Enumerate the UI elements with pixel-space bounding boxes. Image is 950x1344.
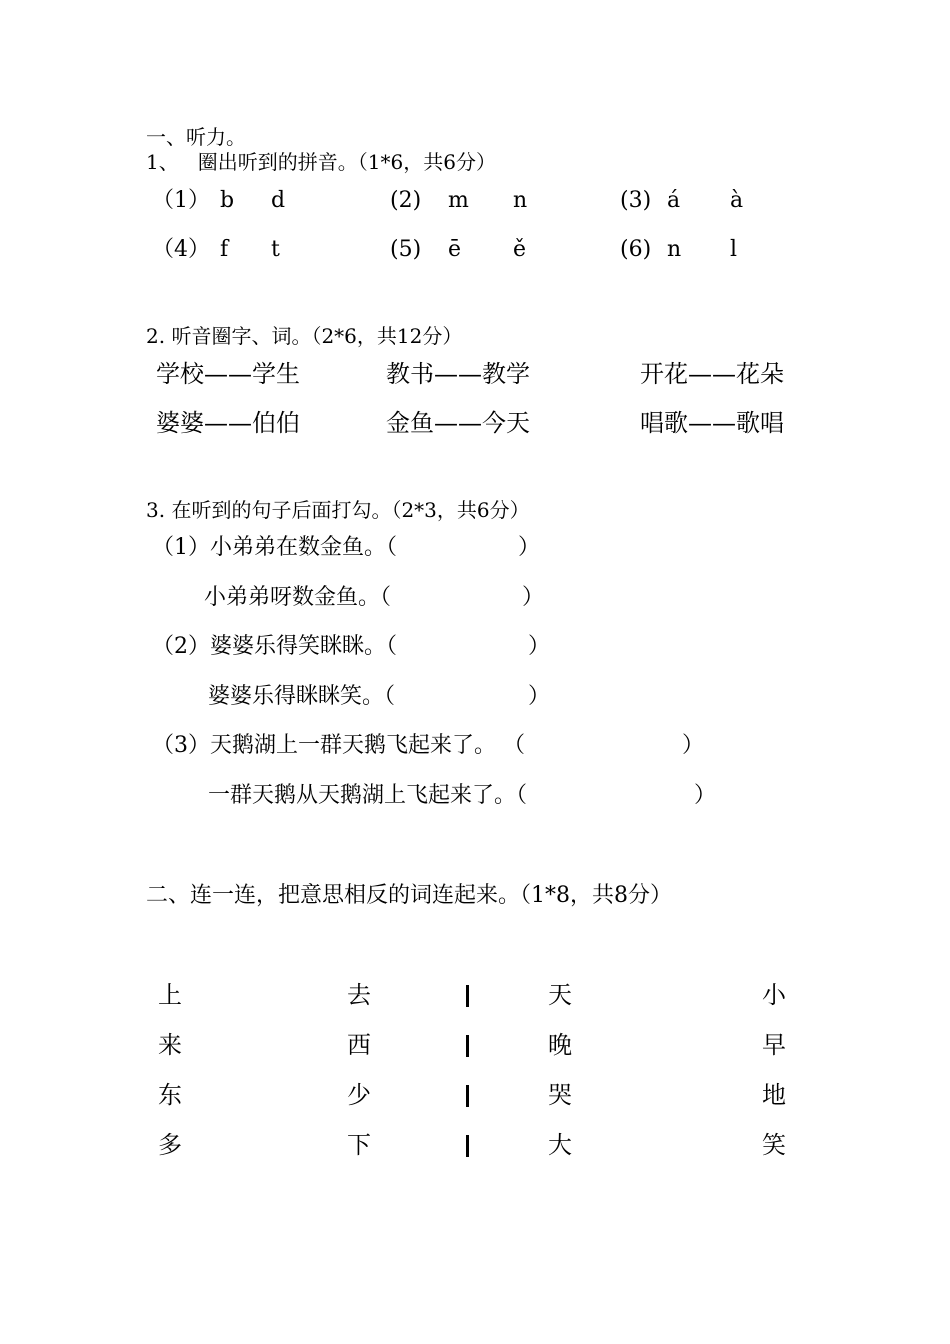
match-word[interactable]: 小 xyxy=(762,981,786,1009)
question-3-title: 3. 在听到的句子后面打勾。（2*3，共6分） xyxy=(146,498,530,522)
q1-option[interactable]: à xyxy=(730,188,744,213)
column-divider xyxy=(466,985,469,1007)
q3-answer-paren-close[interactable]: ） xyxy=(682,733,705,758)
match-word[interactable]: 天 xyxy=(548,981,572,1009)
section-heading-listening: 一、听力。 xyxy=(146,125,246,149)
match-word[interactable]: 下 xyxy=(347,1131,371,1159)
q1-item-number: (2) xyxy=(390,188,422,213)
q3-sentence: 小弟弟呀数金鱼。（ xyxy=(204,585,392,610)
q1-option[interactable]: ē xyxy=(448,237,462,262)
match-word[interactable]: 少 xyxy=(347,1081,371,1109)
q3-sentence: 一群天鹅从天鹅湖上飞起来了。（ xyxy=(208,783,528,808)
match-word[interactable]: 上 xyxy=(158,981,182,1009)
q1-option[interactable]: d xyxy=(271,188,286,213)
q1-item-number: （1） xyxy=(152,188,210,213)
q2-word-pair[interactable]: 教书——教学 xyxy=(386,360,530,388)
section-heading-matching: 二、连一连，把意思相反的词连起来。（1*8，共8分） xyxy=(146,883,672,908)
q1-option[interactable]: m xyxy=(448,188,469,213)
q3-answer-paren-close[interactable]: ） xyxy=(694,783,717,808)
q1-option[interactable]: n xyxy=(513,188,528,213)
match-word[interactable]: 早 xyxy=(762,1031,786,1059)
match-word[interactable]: 地 xyxy=(762,1081,786,1109)
match-word[interactable]: 笑 xyxy=(762,1131,786,1159)
q1-item-number: (3) xyxy=(620,188,652,213)
match-word[interactable]: 大 xyxy=(548,1131,572,1159)
q1-item-number: (5) xyxy=(390,237,422,262)
q3-sentence: 婆婆乐得眯眯笑。（ xyxy=(208,684,396,709)
q2-word-pair[interactable]: 金鱼——今天 xyxy=(386,409,530,437)
column-divider xyxy=(466,1035,469,1057)
question-2-title: 2. 听音圈字、词。（2*6，共12分） xyxy=(146,324,463,348)
q3-sentence: （2）婆婆乐得笑眯眯。（ xyxy=(152,634,397,659)
match-word[interactable]: 哭 xyxy=(548,1081,572,1109)
q1-option[interactable]: b xyxy=(220,188,235,213)
match-word[interactable]: 多 xyxy=(158,1131,182,1159)
q1-option[interactable]: l xyxy=(730,237,738,262)
q2-word-pair[interactable]: 婆婆——伯伯 xyxy=(156,409,300,437)
column-divider xyxy=(466,1135,469,1157)
match-word[interactable]: 东 xyxy=(158,1081,182,1109)
q2-word-pair[interactable]: 唱歌——歌唱 xyxy=(640,409,784,437)
q3-answer-paren-close[interactable]: ） xyxy=(518,535,541,560)
q1-item-number: (6) xyxy=(620,237,652,262)
q1-option[interactable]: ě xyxy=(513,237,527,262)
q3-answer-paren-close[interactable]: ） xyxy=(528,634,551,659)
column-divider xyxy=(466,1085,469,1107)
q3-sentence: （1）小弟弟在数金鱼。（ xyxy=(152,535,397,560)
q1-option[interactable]: á xyxy=(667,188,681,213)
q1-option[interactable]: n xyxy=(667,237,682,262)
question-1-title: 1、 圈出听到的拼音。（1*6，共6分） xyxy=(146,150,496,174)
q1-option[interactable]: t xyxy=(271,237,280,262)
match-word[interactable]: 来 xyxy=(158,1031,182,1059)
q1-item-number: （4） xyxy=(152,237,210,262)
q2-word-pair[interactable]: 开花——花朵 xyxy=(640,360,784,388)
q3-sentence: （3）天鹅湖上一群天鹅飞起来了。 （ xyxy=(152,733,525,758)
q3-answer-paren-close[interactable]: ） xyxy=(528,684,551,709)
match-word[interactable]: 去 xyxy=(347,981,371,1009)
q2-word-pair[interactable]: 学校——学生 xyxy=(156,360,300,388)
q3-answer-paren-close[interactable]: ） xyxy=(522,585,545,610)
match-word[interactable]: 晚 xyxy=(548,1031,572,1059)
match-word[interactable]: 西 xyxy=(347,1031,371,1059)
q1-option[interactable]: f xyxy=(220,237,229,262)
